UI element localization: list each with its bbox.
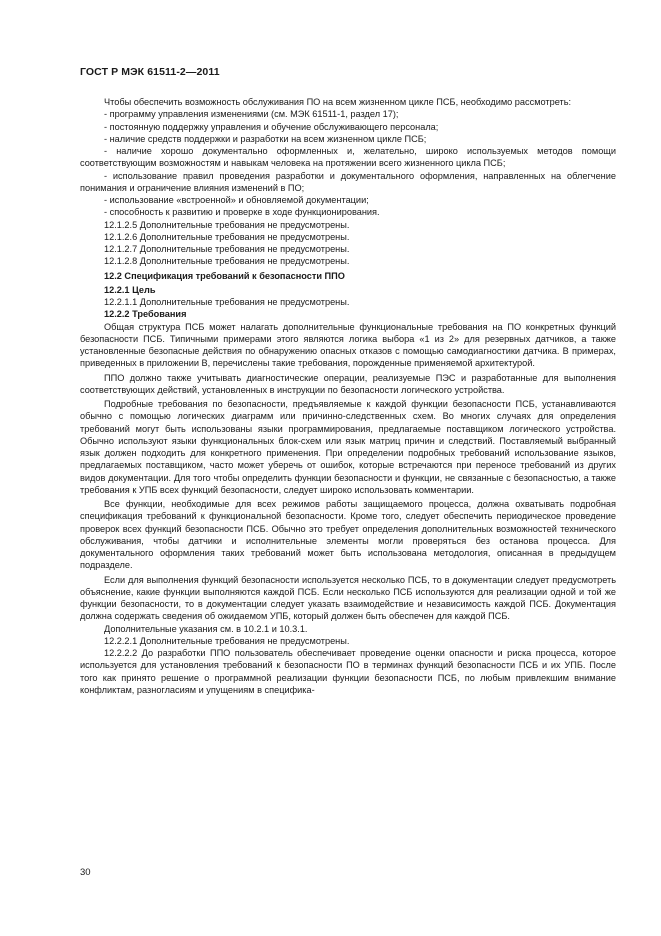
list-item: - наличие хорошо документально оформленных и, желательно, широко используемых методов помощи соответствующим возможностям и навыкам человека на протяжении всего жизненного цикла ПСБ; [80, 146, 616, 169]
paragraph: Все функции, необходимые для всех режимов работы защищаемого процесса, должна охватывать подробная спецификация требований к функциональной безопасности. Кроме того, следует обеспечить периодическое проведение проверок всех функций безопасности ПСБ. Обычно это требует определения дополнительных возможностей технического обслуживания, чтобы датчики и исполнительные элементы могли проверяться без останова процесса. Для документального оформления таких требований может быть использована методология, описанная в предыдущем подразделе. [80, 499, 616, 571]
clause: 12.2.2.2 До разработки ППО пользователь обеспечивает проведение оценки опасности и риска процесса, которое используется для установления требований к безопасности ПО в терминах функций безопасности ПСБ и их УПБ. После того как принято решение о программной реализации функции безопасности ПСБ, по любым привлекшим внимание конфликтам, разногласиям и упущениям в специфика- [80, 648, 616, 695]
list-item: - использование правил проведения разработки и документального оформления, направленных на облегчение понимания и ограничение влияния изменений в ПО; [80, 170, 616, 193]
section-heading: 12.2 Спецификация требований к безопасности ППО [104, 270, 345, 281]
document-header: ГОСТ Р МЭК 61511-2—2011 [80, 66, 220, 78]
list-item: - способность к развитию и проверке в ходе функционирования. [104, 207, 380, 218]
list-item: - наличие средств поддержки и разработки на всем жизненном цикле ПСБ; [104, 133, 427, 144]
paragraph: Дополнительные указания см. в 10.2.1 и 10.3.1. [104, 623, 308, 634]
clause: 12.1.2.5 Дополнительные требования не предусмотрены. [104, 219, 350, 230]
paragraph: Общая структура ПСБ может налагать дополнительные функциональные требования на ПО конкретных функций безопасности ПСБ. Типичными примерами этого являются логика выбора «1 из 2» для резервных датчиков, а также установленные безопасные действия по обнаружению опасных отказов с помощью самодиагностики датчика. В примерах, приведенных в приложении В, перечислены такие требования, порожденные применяемой архитектурой. [80, 321, 616, 369]
list-item: - использование «встроенной» и обновляемой документации; [104, 195, 369, 205]
list-item: - программу управления изменениями (см. МЭК 61511-1, раздел 17); [104, 109, 399, 120]
paragraph: ППО должно также учитывать диагностические операции, реализуемые ПЭС и разработанные для выполнения соответствующих действий, установленных в инструкции по безопасности логического устройства. [80, 372, 616, 395]
paragraph: Если для выполнения функций безопасности используется несколько ПСБ, то в документации следует предусмотреть объяснение, какие функции выполняются каждой ПСБ. Если несколько ПСБ используются для реализации одной и той же функции безопасности, то в документации следует указать взаимодействие и независимость каждой ПСБ. Документация должна содержать сведения об ожидаемом УПБ, который должен быть обеспечен для каждой ПСБ. [80, 574, 616, 622]
paragraph: Подробные требования по безопасности, предъявляемые к каждой функции безопасности ПСБ, устанавливаются обычно с помощью логических диаграмм или причинно-следственных схем. Во многих случаях для определения требований могут быть использованы языки программирования, предлагаемые поставщиком логического устройства. Обычно используют языки функциональных блок-схем или язык матриц причин и следствий. Поставляемый выбранный язык должен подходить для конкретного применения. При определении подробных требований использование языков, предлагаемых поставщиком, часто может уберечь от ошибок, которые встречаются при переносе требований из других видов документации. Для того чтобы определить функции безопасности и функции, не связанные с безопасностью, а также требования к УПБ всех функций безопасности, следует широко использовать комментарии. [80, 399, 616, 495]
list-item: - постоянную поддержку управления и обучение обслуживающего персонала; [104, 121, 439, 132]
clause: 12.2.1.1 Дополнительные требования не предусмотрены. [104, 297, 350, 307]
subsection-heading: 12.2.2 Требования [104, 309, 187, 320]
subsection-heading: 12.2.1 Цель [104, 284, 156, 295]
clause: 12.1.2.6 Дополнительные требования не предусмотрены. [104, 231, 350, 242]
paragraph: Чтобы обеспечить возможность обслуживания ПО на всем жизненном цикле ПСБ, необходимо рассмотреть: [104, 97, 572, 107]
clause: 12.1.2.8 Дополнительные требования не предусмотрены. [104, 256, 350, 267]
page-number: 30 [80, 867, 91, 878]
clause: 12.1.2.7 Дополнительные требования не предусмотрены. [104, 244, 350, 254]
clause: 12.2.2.1 Дополнительные требования не предусмотрены. [104, 635, 350, 646]
document-body [80, 96, 616, 696]
